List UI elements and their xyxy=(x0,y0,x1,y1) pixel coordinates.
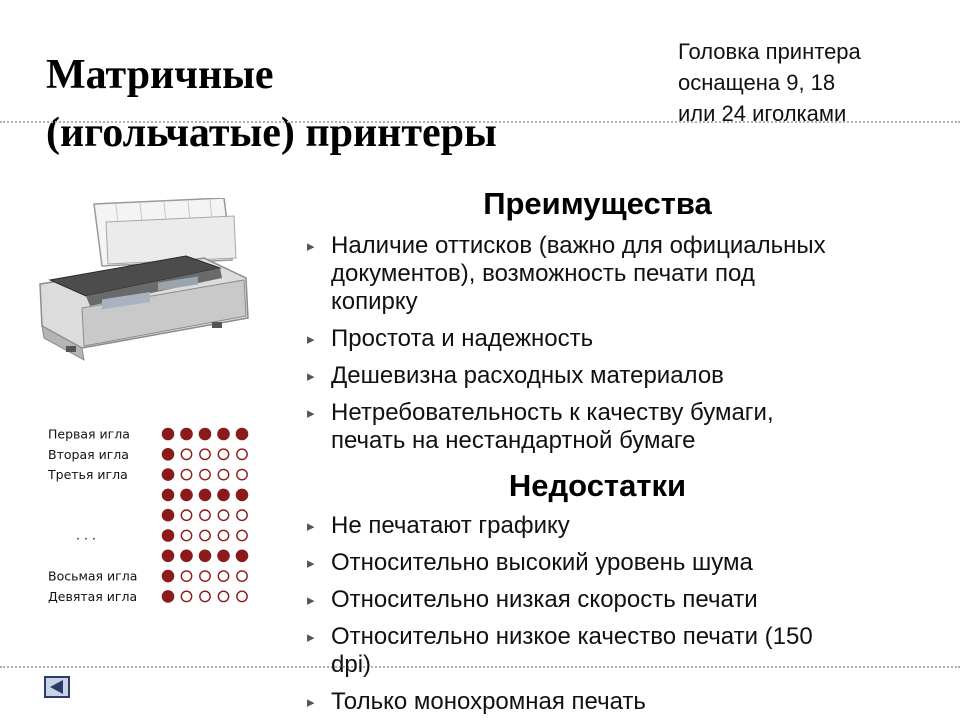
needle-dot-empty xyxy=(218,571,228,581)
item-line: Относительно высокий уровень шума xyxy=(331,549,753,576)
item-line: Простота и надежность xyxy=(331,325,594,352)
needle-dot-empty xyxy=(181,591,191,601)
item-line: Дешевизна расходных материалов xyxy=(331,362,724,389)
previous-slide-button[interactable] xyxy=(44,676,70,698)
needle-dot-empty xyxy=(181,571,191,581)
list-item: ▸ Простота и надежность xyxy=(307,325,594,352)
needle-dot-filled xyxy=(162,529,175,542)
list-item: ▸ Только монохромная печать xyxy=(307,688,646,715)
needle-dot-filled xyxy=(217,428,230,441)
list-item: ▸ Относительно высокий уровень шума xyxy=(307,549,753,576)
list-item: ▸ Нетребовательность к качеству бумаги, печать на нестандартной бумаге xyxy=(307,399,774,454)
needle-dot-empty xyxy=(200,449,210,459)
needle-dot-empty xyxy=(200,510,210,520)
needle-dot-filled xyxy=(162,428,175,441)
needle-dot-filled xyxy=(180,489,193,502)
item-line: Относительно низкое качество печати (150 xyxy=(331,623,813,650)
item-line: Не печатают графику xyxy=(331,512,570,539)
needle-dot-empty xyxy=(200,571,210,581)
needle-dot-empty xyxy=(237,469,247,479)
needle-label: Третья игла xyxy=(48,467,128,483)
title-line: (игольчатые) принтеры xyxy=(46,110,497,156)
needle-dot-filled xyxy=(217,550,230,563)
needle-dot-filled xyxy=(162,448,175,461)
item-line: документов), возможность печати под xyxy=(331,260,755,287)
needle-dot-empty xyxy=(218,469,228,479)
printer-head-note xyxy=(678,36,861,129)
item-line: Относительно низкая скорость печати xyxy=(331,586,758,613)
item-line: dpi) xyxy=(331,651,372,678)
needle-dot-filled xyxy=(162,468,175,481)
list-item: ▸ Относительно низкое качество печати (150 dpi) xyxy=(307,623,813,678)
needle-label: Восьмая игла xyxy=(48,568,138,584)
needle-dot-empty xyxy=(181,510,191,520)
advantages-heading: Преимущества xyxy=(483,186,712,221)
disadvantages-heading: Недостатки xyxy=(508,468,687,503)
needle-dot-empty xyxy=(181,530,191,540)
slide-title xyxy=(46,46,497,162)
item-line: копирку xyxy=(331,288,418,315)
needle-dot-filled xyxy=(236,489,249,502)
needle-dot-empty xyxy=(237,591,247,601)
needle-dot-filled xyxy=(180,550,193,563)
needle-dot-empty xyxy=(237,449,247,459)
needle-dot-empty xyxy=(218,510,228,520)
list-item: ▸ Не печатают графику xyxy=(307,512,570,539)
needle-dot-empty xyxy=(200,530,210,540)
needle-dot-filled xyxy=(162,509,175,522)
item-line: Только монохромная печать xyxy=(331,688,646,715)
item-line: Нетребовательность к качеству бумаги, xyxy=(331,399,774,426)
needle-dot-filled xyxy=(236,550,249,563)
needle-dot-filled xyxy=(162,550,175,563)
needle-dot-empty xyxy=(237,571,247,581)
needle-dot-empty xyxy=(218,530,228,540)
note-line: оснащена 9, 18 xyxy=(678,70,836,95)
item-line: печать на нестандартной бумаге xyxy=(331,427,696,454)
top-divider xyxy=(0,121,960,123)
needle-dot-empty xyxy=(218,449,228,459)
needle-dot-empty xyxy=(237,510,247,520)
note-line: Головка принтера xyxy=(678,39,861,64)
list-item: ▸ Наличие оттисков (важно для официальных документов), возможность печати под копирку xyxy=(307,232,826,315)
needle-dot-filled xyxy=(162,590,175,603)
needle-dot-filled xyxy=(162,570,175,583)
needle-dot-filled xyxy=(199,550,212,563)
needle-dot-filled xyxy=(236,428,249,441)
needle-label: Девятая игла xyxy=(48,588,138,604)
left-arrow-icon xyxy=(46,678,68,696)
item-line: Наличие оттисков (важно для официальных xyxy=(331,232,826,259)
printer-image xyxy=(36,198,252,367)
needle-dot-empty xyxy=(200,469,210,479)
list-item: ▸ Дешевизна расходных материалов xyxy=(307,362,724,389)
title-line: Матричные xyxy=(46,52,274,98)
note-line: или 24 иголками xyxy=(678,101,847,126)
needle-ellipsis: . . . xyxy=(76,527,96,543)
needle-dot-filled xyxy=(199,428,212,441)
needle-dot-empty xyxy=(200,591,210,601)
disadvantages-list xyxy=(305,512,905,725)
needle-label: Первая игла xyxy=(48,426,130,442)
needle-dot-empty xyxy=(218,591,228,601)
needle-dot-filled xyxy=(162,489,175,502)
needle-dot-filled xyxy=(180,428,193,441)
needle-dot-empty xyxy=(181,449,191,459)
needle-dot-filled xyxy=(217,489,230,502)
advantages-list xyxy=(305,232,905,464)
needle-diagram xyxy=(44,418,264,619)
needle-dot-filled xyxy=(199,489,212,502)
needle-dot-empty xyxy=(181,469,191,479)
needle-label: Вторая игла xyxy=(48,446,129,462)
needle-dot-empty xyxy=(237,530,247,540)
list-item: ▸ Относительно низкая скорость печати xyxy=(307,586,758,613)
